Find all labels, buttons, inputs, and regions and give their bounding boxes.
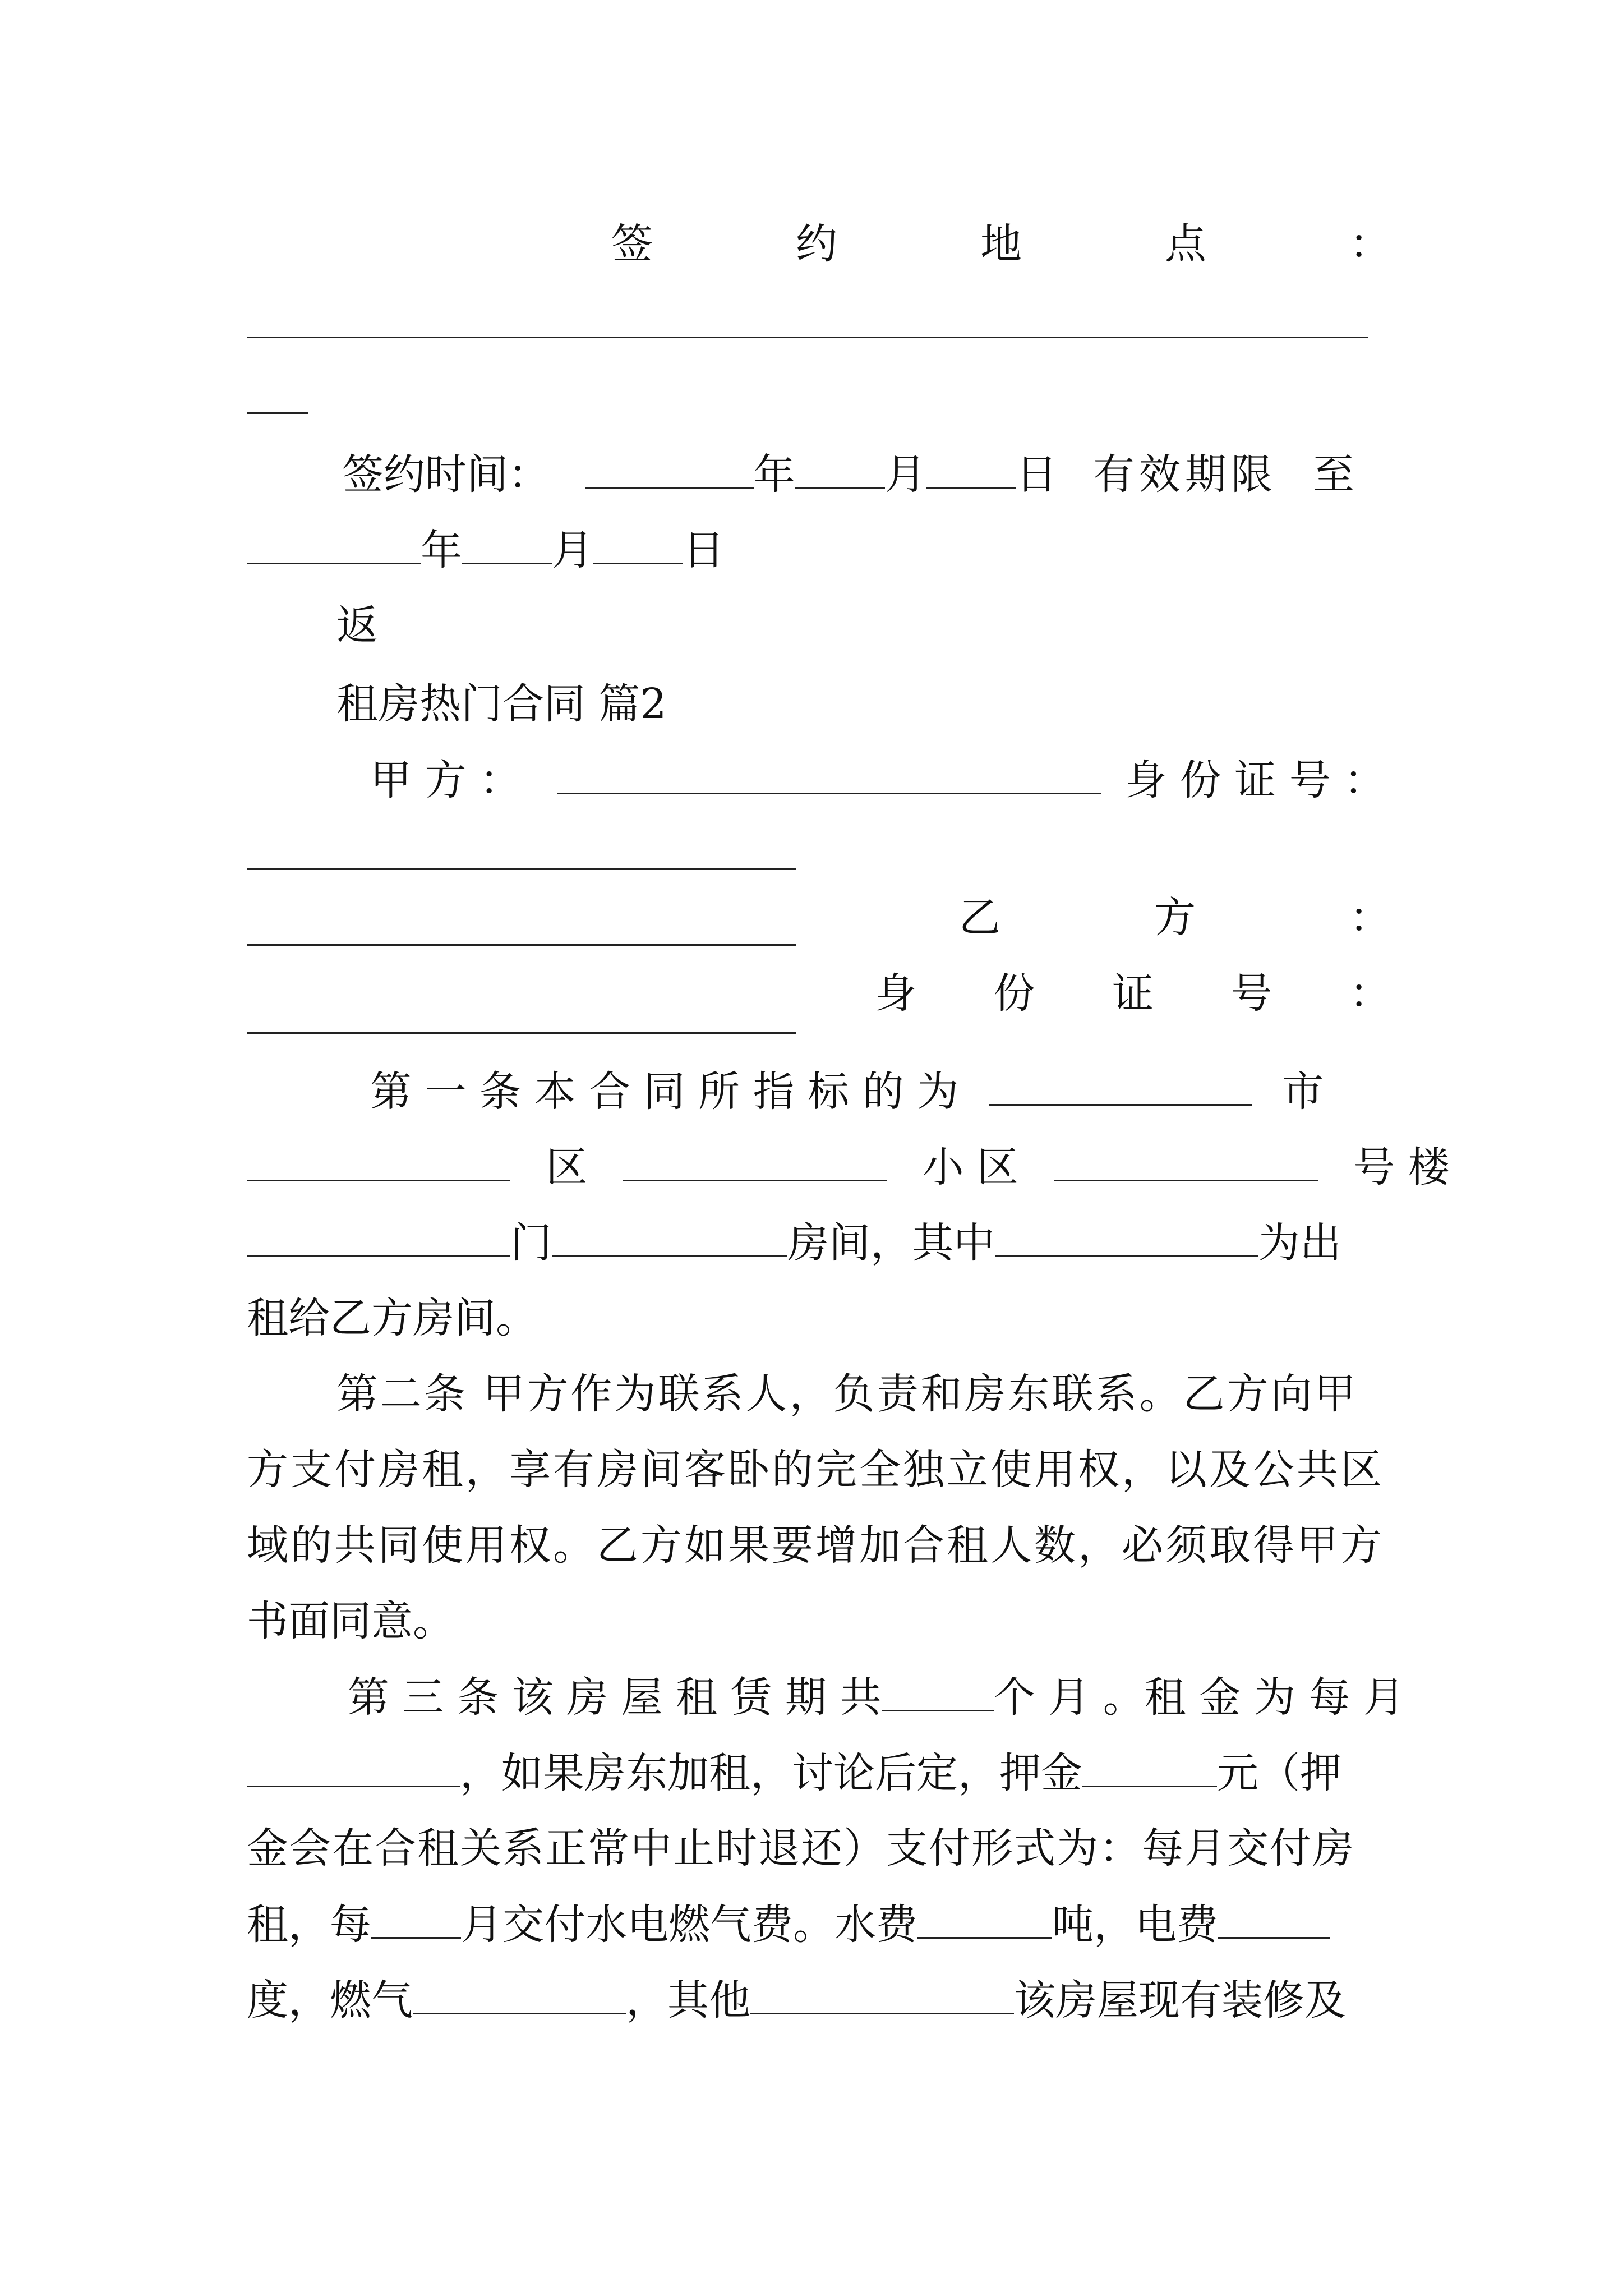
party-b-id-char: 证 xyxy=(1112,969,1154,1018)
year-blank xyxy=(585,443,754,489)
party-a-blank xyxy=(557,749,1101,794)
party-b-char: 方 xyxy=(1154,894,1196,942)
party-b-blank xyxy=(247,900,796,946)
signing-place-char: 地 xyxy=(980,220,1022,268)
validity-end-row xyxy=(247,519,1391,581)
door-blank xyxy=(247,1212,510,1257)
year-label: 年 xyxy=(753,450,795,499)
city-label: 市 xyxy=(1282,1068,1324,1116)
party-b-id-label xyxy=(875,963,1391,1024)
party-b-id-row xyxy=(247,900,1391,1018)
article3-line5-a: 度，燃气 xyxy=(247,1976,413,2024)
party-b-id-char: 身 xyxy=(875,969,916,1018)
signing-place-row xyxy=(611,213,1391,275)
community-label: 小 区 xyxy=(922,1143,1019,1191)
party-b-id-char: 份 xyxy=(993,969,1035,1018)
signing-place-char: 点 xyxy=(1165,220,1206,268)
for-rent-label: 为出 xyxy=(1258,1219,1341,1267)
signing-time-label: 签约时间： xyxy=(342,450,550,499)
article2-line3: 域的共同使用权。乙方如果要增加合租人数，必须取得甲方 xyxy=(247,1521,1384,1570)
party-b-char: 乙 xyxy=(959,894,1000,942)
article3-line5 xyxy=(247,1969,1391,2031)
building-label: 号 楼 xyxy=(1353,1143,1450,1191)
article3-line5-b: ，其他 xyxy=(626,1976,750,2024)
deposit-unit: 元（押 xyxy=(1217,1749,1341,1797)
section-title: 租房热门合同 篇2 xyxy=(336,680,667,728)
party-a-id-blank xyxy=(247,825,796,870)
signing-place-char: 签 xyxy=(611,220,653,268)
district-label: 区 xyxy=(546,1143,588,1191)
party-a-id-label: 身 份 证 号 ： xyxy=(1125,756,1386,804)
party-a-row xyxy=(370,749,1391,811)
article2-line1: 第二条 甲方作为联系人，负责和房东联系。乙方向甲 xyxy=(336,1370,1358,1418)
article2-line4: 书面同意。 xyxy=(247,1597,454,1645)
article3-line1 xyxy=(348,1666,1405,1728)
city-blank xyxy=(989,1060,1252,1106)
building-blank xyxy=(1054,1136,1318,1181)
article3-rent-label: 个 月 。租 金 为 每 月 xyxy=(993,1673,1405,1722)
article3-line3: 金会在合租关系正常中止时退还）支付形式为：每月交付房 xyxy=(247,1824,1355,1872)
signing-place-blank-end xyxy=(247,412,308,414)
validity-label: 有效期限 xyxy=(1093,450,1278,499)
article2-line2: 方支付房租，享有房间客卧的完全独立使用权，以及公共区 xyxy=(247,1446,1384,1494)
signing-place-blank xyxy=(247,337,1368,338)
article1-line4: 租给乙方房间。 xyxy=(247,1294,537,1342)
month-blank xyxy=(795,443,885,489)
article1-line3 xyxy=(247,1212,1391,1273)
utility-months-blank xyxy=(371,1893,461,1939)
end-day-blank xyxy=(593,519,683,564)
room-label: 房间，其中 xyxy=(787,1219,995,1267)
end-month-blank xyxy=(462,519,552,564)
party-b-id-blank xyxy=(247,1032,796,1034)
party-a-label: 甲 方 ： xyxy=(370,756,522,804)
day-blank xyxy=(926,443,1016,489)
deposit-label: ，如果房东加租，讨论后定，押金 xyxy=(460,1749,1082,1797)
day-label: 日 xyxy=(1016,450,1058,499)
door-label: 门 xyxy=(510,1219,552,1267)
article3-line4-a: 租，每 xyxy=(247,1901,371,1949)
other-blank xyxy=(750,1969,1014,2014)
water-blank xyxy=(917,1893,1052,1939)
district-blank xyxy=(247,1136,510,1181)
monthly-rent-blank xyxy=(247,1742,460,1787)
room-blank xyxy=(552,1212,787,1257)
party-b-id-char: 号 xyxy=(1230,969,1272,1018)
signing-place-char: 约 xyxy=(796,220,837,268)
end-month-label: 月 xyxy=(552,526,593,574)
article1-line2 xyxy=(247,1136,1450,1198)
to-label: 至 xyxy=(1312,450,1354,499)
end-year-label: 年 xyxy=(421,526,462,574)
article1-line1 xyxy=(370,1060,1391,1122)
month-label: 月 xyxy=(884,450,926,499)
signing-place-colon: ： xyxy=(1349,220,1391,268)
article3-line2 xyxy=(247,1742,1391,1803)
article3-line4-c: 吨，电费 xyxy=(1052,1901,1218,1949)
gas-blank xyxy=(413,1969,626,2014)
party-b-row xyxy=(247,825,1391,942)
signing-time-row xyxy=(342,443,1391,505)
article3-line4-b: 月交付水电燃气费。水费 xyxy=(461,1901,917,1949)
community-blank xyxy=(623,1136,887,1181)
electricity-blank xyxy=(1218,1893,1330,1939)
back-text: 返 xyxy=(336,601,378,650)
rent-room-blank xyxy=(995,1212,1258,1257)
term-months-blank xyxy=(882,1666,994,1711)
article3-line4 xyxy=(247,1893,1391,1955)
party-b-id-colon: ： xyxy=(1349,969,1391,1018)
party-b-colon: ： xyxy=(1349,894,1391,942)
end-year-blank xyxy=(247,519,421,564)
end-day-label: 日 xyxy=(683,526,725,574)
article3-label: 第 三 条 该 房 屋 租 赁 期 共 xyxy=(348,1673,882,1722)
article3-line5-c: 该房屋现有装修及 xyxy=(1014,1976,1346,2024)
article1-label: 第 一 条 本 合 同 所 指 标 的 为 xyxy=(370,1068,959,1116)
deposit-blank xyxy=(1082,1742,1217,1787)
